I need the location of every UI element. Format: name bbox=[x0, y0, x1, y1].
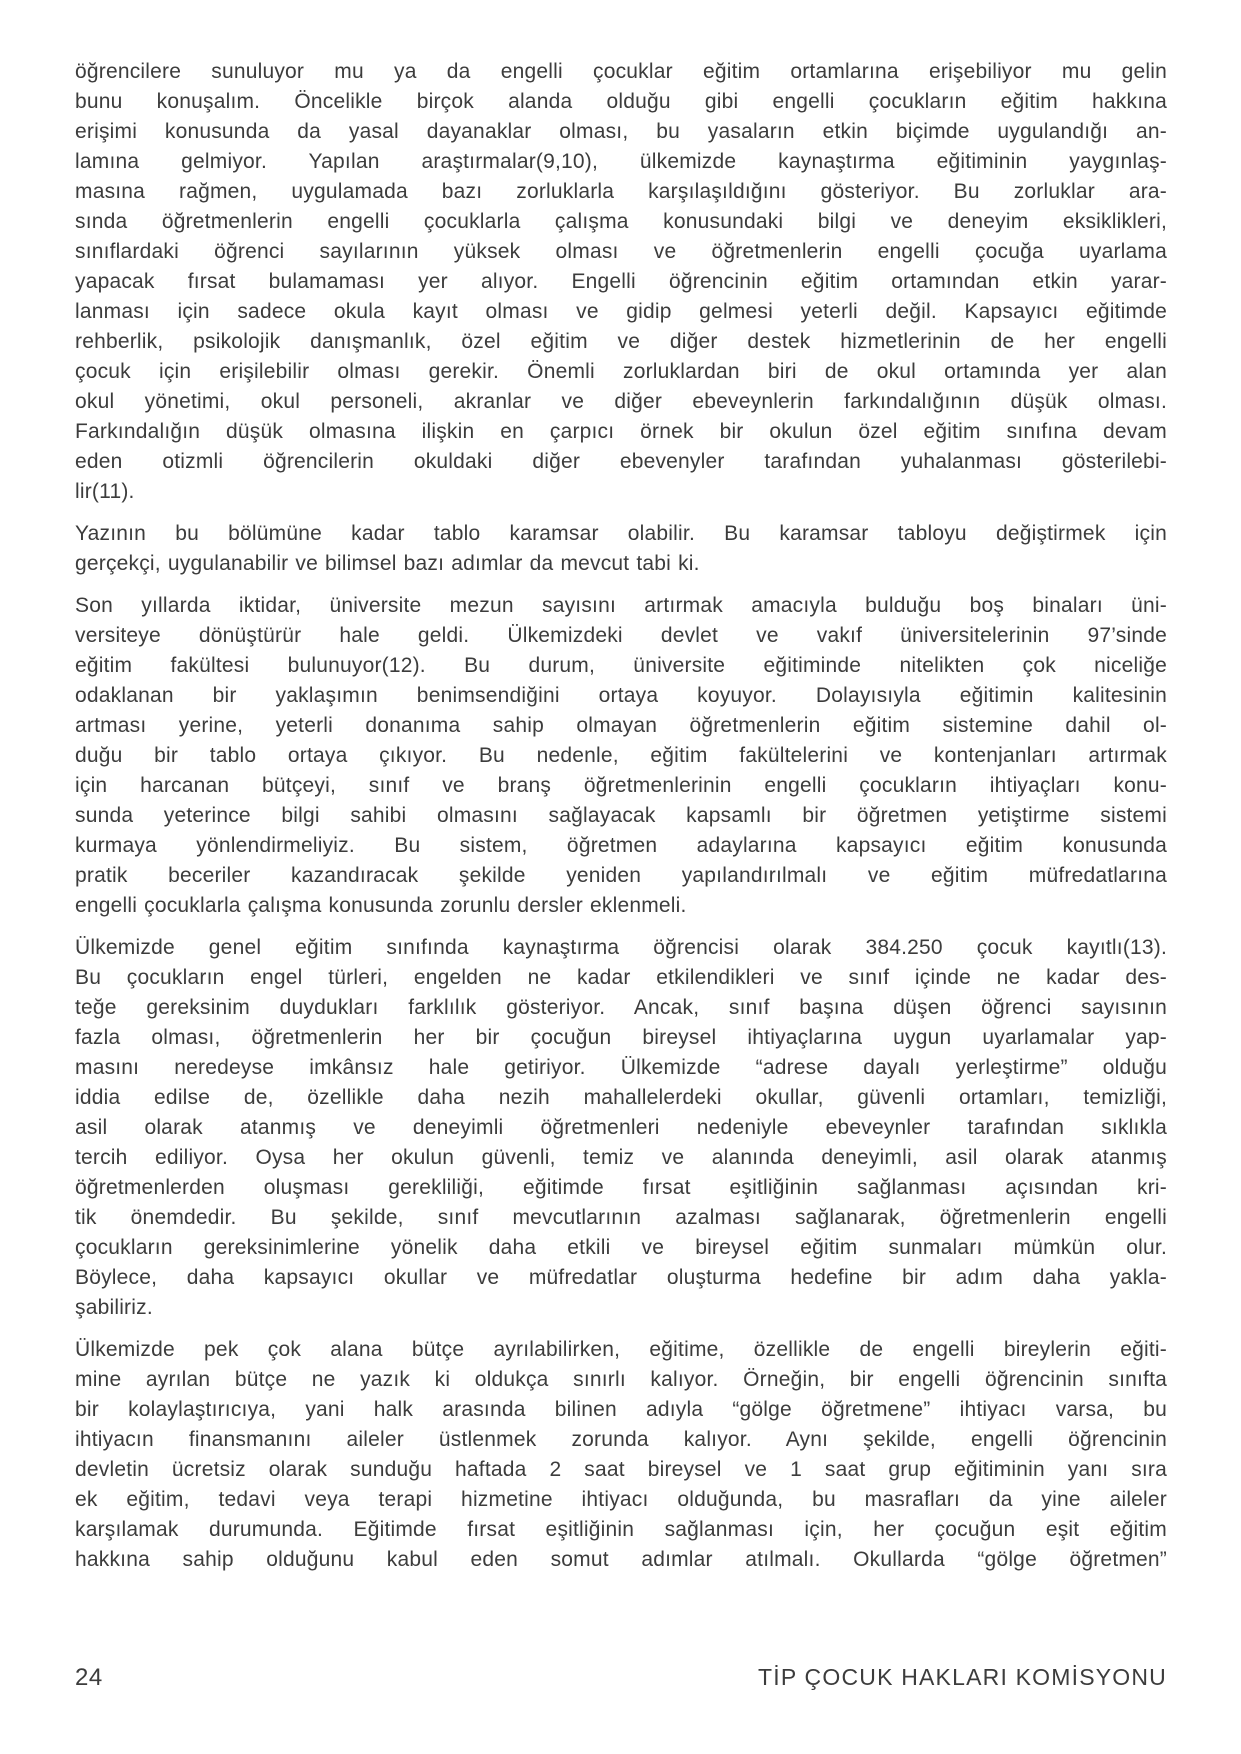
paragraph bbox=[75, 57, 1167, 507]
text-line: engelli çocuklarla çalışma konusunda zorunlu dersler eklenmeli. bbox=[75, 894, 687, 917]
text-line: iddia edilse de, özellikle daha nezih mahallelerdeki okullar, güvenli ortamları, temizliği, bbox=[75, 1086, 1167, 1109]
text-line: asil olarak atanmış ve deneyimli öğretmenleri nedeniyle ebeveynler tarafından sıklıkla bbox=[75, 1116, 1167, 1139]
text-line: pratik beceriler kazandıracak şekilde yeniden yapılandırılmalı ve eğitim müfredatlarına bbox=[75, 864, 1167, 887]
text-line: tercih ediliyor. Oysa her okulun güvenli, temiz ve alanında deneyimli, asil olarak atanmış bbox=[75, 1146, 1167, 1169]
text-line: eden otizmli öğrencilerin okuldaki diğer ebevenyler tarafından yuhalanması gösterilebi- bbox=[75, 450, 1167, 473]
text-line: masını neredeyse imkânsız hale getiriyor. Ülkemizde “adrese dayalı yerleştirme” olduğu bbox=[75, 1056, 1167, 1079]
paragraph bbox=[75, 1335, 1167, 1575]
text-line: duğu bir tablo ortaya çıkıyor. Bu nedenle, eğitim fakültelerini ve kontenjanları artırmak bbox=[75, 744, 1167, 767]
text-line: karşılamak durumunda. Eğitimde fırsat eşitliğinin sağlanması için, her çocuğun eşit eğitim bbox=[75, 1518, 1167, 1541]
text-line: Farkındalığın düşük olmasına ilişkin en çarpıcı örnek bir okulun özel eğitim sınıfına devam bbox=[75, 420, 1167, 443]
document-body bbox=[75, 57, 1167, 1587]
text-line: sunda yeterince bilgi sahibi olmasını sağlayacak kapsamlı bir öğretmen yetiştirme sistemi bbox=[75, 804, 1167, 827]
text-line: çocuk için erişilebilir olması gerekir. Önemli zorluklardan biri de okul ortamında yer alan bbox=[75, 360, 1167, 383]
text-line: öğrencilere sunuluyor mu ya da engelli çocuklar eğitim ortamlarına erişebiliyor mu gelin bbox=[75, 60, 1167, 83]
page-number: 24 bbox=[75, 1664, 103, 1691]
text-line: teğe gereksinim duydukları farklılık gösteriyor. Ancak, sınıf başına düşen öğrenci sayısının bbox=[75, 996, 1167, 1019]
paragraph bbox=[75, 933, 1167, 1323]
text-line: masına rağmen, uygulamada bazı zorluklarla karşılaşıldığını gösteriyor. Bu zorluklar ara- bbox=[75, 180, 1167, 203]
paragraph bbox=[75, 591, 1167, 921]
text-line: eğitim fakültesi bulunuyor(12). Bu durum, üniversite eğitiminde nitelikten çok niceliğe bbox=[75, 654, 1167, 677]
text-line: odaklanan bir yaklaşımın benimsendiğini ortaya koyuyor. Dolayısıyla eğitimin kalitesinin bbox=[75, 684, 1167, 707]
text-line: Ülkemizde genel eğitim sınıfında kaynaştırma öğrencisi olarak 384.250 çocuk kayıtlı(13). bbox=[75, 936, 1167, 959]
text-line: sında öğretmenlerin engelli çocuklarla çalışma konusundaki bilgi ve deneyim eksiklikleri, bbox=[75, 210, 1167, 233]
text-line: öğretmenlerden oluşması gerekliliği, eğitimde fırsat eşitliğinin sağlanması açısından kri- bbox=[75, 1176, 1167, 1199]
text-line: fazla olması, öğretmenlerin her bir çocuğun bireysel ihtiyaçlarına uygun uyarlamalar yap- bbox=[75, 1026, 1167, 1049]
text-line: tik önemdedir. Bu şekilde, sınıf mevcutlarının azalması sağlanarak, öğretmenlerin engelli bbox=[75, 1206, 1167, 1229]
text-line: ihtiyacın finansmanını aileler üstlenmek zorunda kalıyor. Aynı şekilde, engelli öğrencinin bbox=[75, 1428, 1167, 1451]
text-line: lir(11). bbox=[75, 480, 135, 503]
paragraph bbox=[75, 519, 1167, 579]
text-line: Böylece, daha kapsayıcı okullar ve müfredatlar oluşturma hedefine bir adım daha yakla- bbox=[75, 1266, 1167, 1289]
text-line: ek eğitim, tedavi veya terapi hizmetine ihtiyacı olduğunda, bu masrafları da yine aileler bbox=[75, 1488, 1167, 1511]
text-line: Son yıllarda iktidar, üniversite mezun sayısını artırmak amacıyla bulduğu boş binaları üni- bbox=[75, 594, 1167, 617]
text-line: gerçekçi, uygulanabilir ve bilimsel bazı adımlar da mevcut tabi ki. bbox=[75, 552, 700, 575]
text-line: okul yönetimi, okul personeli, akranlar ve diğer ebeveynlerin farkındalığının düşük olması. bbox=[75, 390, 1167, 413]
text-line: sınıflardaki öğrenci sayılarının yüksek olması ve öğretmenlerin engelli çocuğa uyarlama bbox=[75, 240, 1167, 263]
text-line: yapacak fırsat bulamaması yer alıyor. Engelli öğrencinin eğitim ortamından etkin yarar- bbox=[75, 270, 1167, 293]
text-line: çocukların gereksinimlerine yönelik daha etkili ve bireysel eğitim sunmaları mümkün olur. bbox=[75, 1236, 1167, 1259]
text-line: bunu konuşalım. Öncelikle birçok alanda olduğu gibi engelli çocukların eğitim hakkına bbox=[75, 90, 1167, 113]
text-line: Bu çocukların engel türleri, engelden ne kadar etkilendikleri ve sınıf içinde ne kadar des- bbox=[75, 966, 1167, 989]
text-line: devletin ücretsiz olarak sunduğu haftada 2 saat bireysel ve 1 saat grup eğitiminin yanı sıra bbox=[75, 1458, 1167, 1481]
footer bbox=[75, 1664, 1167, 1692]
text-line: hakkına sahip olduğunu kabul eden somut adımlar atılmalı. Okullarda “gölge öğretmen” bbox=[75, 1548, 1167, 1571]
text-line: lamına gelmiyor. Yapılan araştırmalar(9,10), ülkemizde kaynaştırma eğitiminin yaygınlaş- bbox=[75, 150, 1167, 173]
text-line: şabiliriz. bbox=[75, 1296, 153, 1319]
footer-title: TİP ÇOCUK HAKLARI KOMİSYONU bbox=[758, 1664, 1167, 1690]
text-line: kurmaya yönlendirmeliyiz. Bu sistem, öğretmen adaylarına kapsayıcı eğitim konusunda bbox=[75, 834, 1167, 857]
text-line: Yazının bu bölümüne kadar tablo karamsar olabilir. Bu karamsar tabloyu değiştirmek için bbox=[75, 522, 1167, 545]
text-line: mine ayrılan bütçe ne yazık ki oldukça sınırlı kalıyor. Örneğin, bir engelli öğrencinin sınıfta bbox=[75, 1368, 1167, 1391]
text-line: bir kolaylaştırıcıya, yani halk arasında bilinen adıyla “gölge öğretmene” ihtiyacı varsa, bu bbox=[75, 1398, 1167, 1421]
text-line: versiteye dönüştürür hale geldi. Ülkemizdeki devlet ve vakıf üniversitelerinin 97’sinde bbox=[75, 624, 1167, 647]
text-line: lanması için sadece okula kayıt olması ve gidip gelmesi yeterli değil. Kapsayıcı eğitimde bbox=[75, 300, 1167, 323]
text-line: artması yerine, yeterli donanıma sahip olmayan öğretmenlerin eğitim sistemine dahil ol- bbox=[75, 714, 1167, 737]
text-line: rehberlik, psikolojik danışmanlık, özel eğitim ve diğer destek hizmetlerinin de her engelli bbox=[75, 330, 1167, 353]
text-line: Ülkemizde pek çok alana bütçe ayrılabilirken, eğitime, özellikle de engelli bireylerin eğiti- bbox=[75, 1338, 1167, 1361]
text-line: erişimi konusunda da yasal dayanaklar olması, bu yasaların etkin biçimde uygulandığı an- bbox=[75, 120, 1167, 143]
text-line: için harcanan bütçeyi, sınıf ve branş öğretmenlerinin engelli çocukların ihtiyaçları konu- bbox=[75, 774, 1167, 797]
